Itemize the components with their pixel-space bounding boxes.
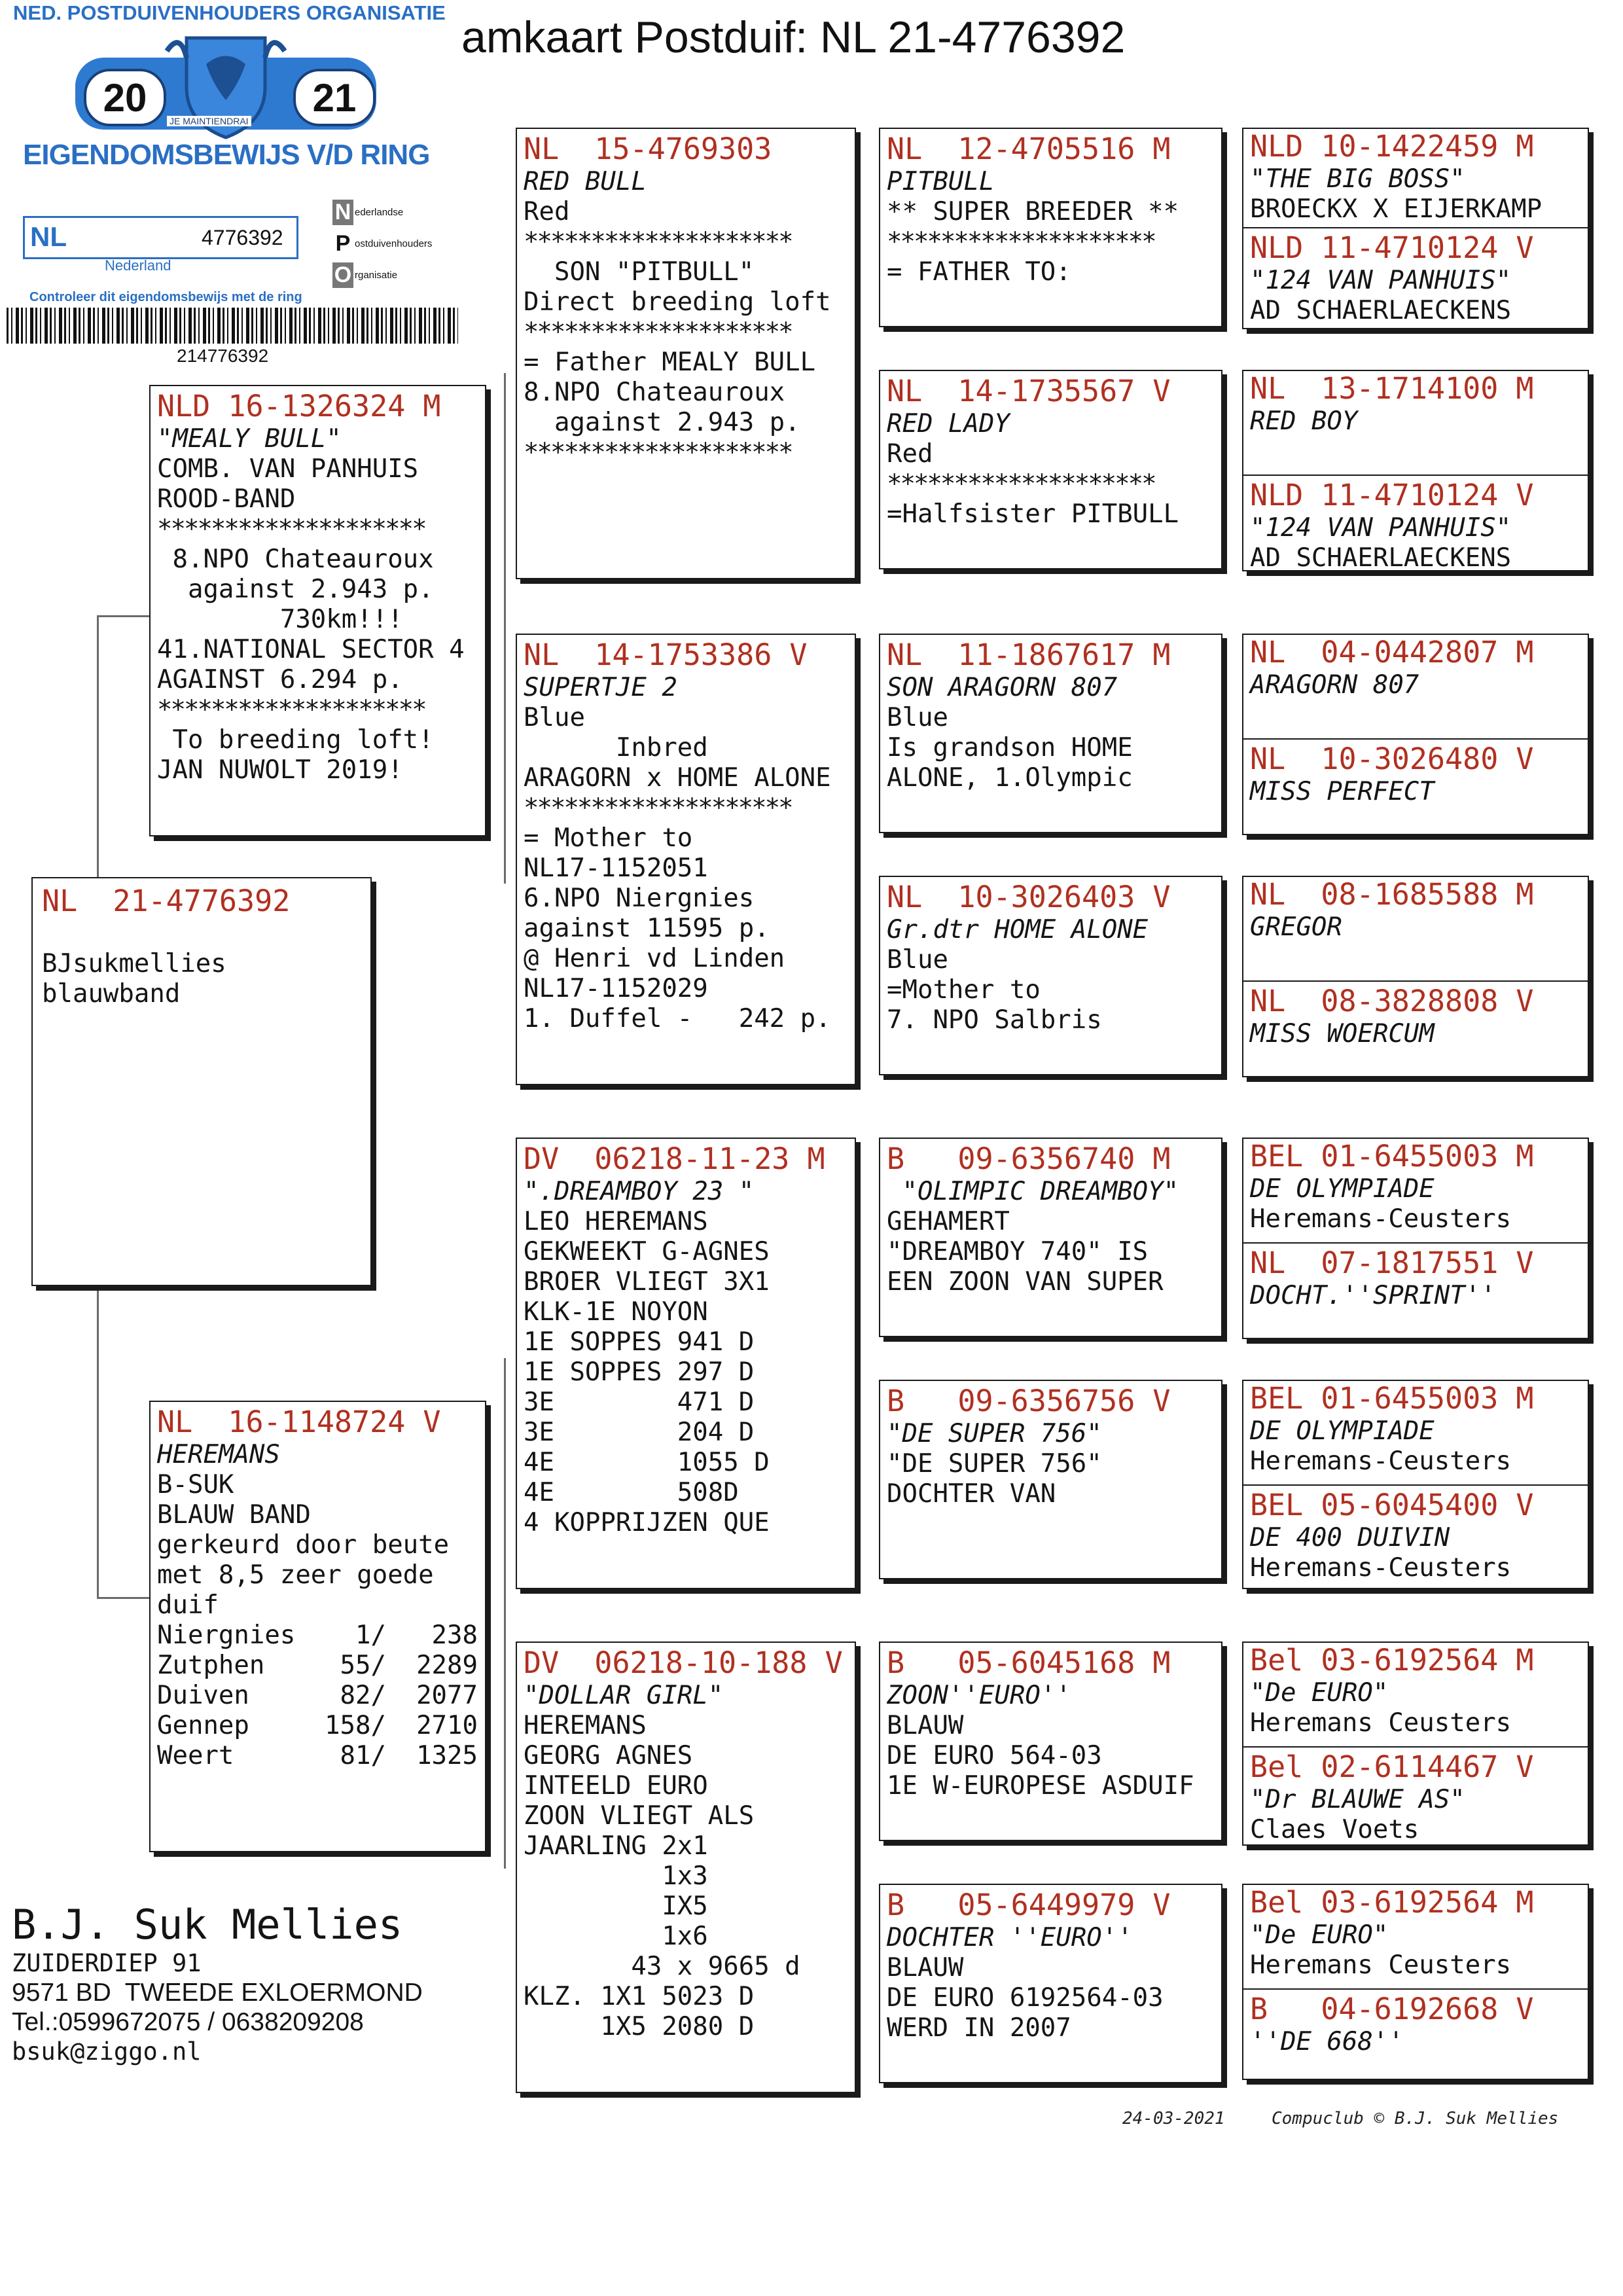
bracket-father-v <box>504 373 506 884</box>
father-line-1: "MEALY BULL" <box>157 424 342 454</box>
gen4-ring: NLD 11-4710124 V <box>1250 478 1534 512</box>
gen4-line: "THE BIG BOSS" <box>1250 164 1465 194</box>
mff-line-1: "OLIMPIC DREAMBOY" <box>887 1177 1179 1206</box>
gen4-line: DE 400 DUIVIN <box>1250 1523 1450 1552</box>
mfm-ring: B 09-6356756 V <box>887 1384 1171 1418</box>
result-rank: 1/ <box>355 1621 386 1650</box>
result-rank: 82/ <box>340 1681 386 1710</box>
fmm-line-3: Blue <box>887 945 948 975</box>
gen4-line: ARAGORN 807 <box>1250 670 1419 700</box>
pair-divider <box>1243 227 1588 228</box>
ring-country: NL <box>30 221 67 252</box>
gen4-line: AD SCHAERLAECKENS <box>1250 296 1512 325</box>
fm-line-4: Inbred <box>524 733 708 762</box>
fmm-line-4: =Mother to <box>887 975 1041 1005</box>
mf-line-13: 4 KOPPRIJZEN QUE <box>524 1508 770 1537</box>
control-note: Controleer dit eigendomsbewijs met de ring <box>29 290 302 304</box>
mmm-line-4: DE EURO 6192564-03 <box>887 1983 1164 2013</box>
gen4-ring: NL 04-0442807 M <box>1250 635 1534 670</box>
ff-line-3: Red <box>524 197 570 226</box>
bracket-father-h <box>97 615 149 617</box>
mm-line-7: 1x3 <box>524 1861 708 1891</box>
mmf-line-4: DE EURO 564-03 <box>887 1741 1102 1770</box>
ff-line-1: RED BULL <box>524 167 647 196</box>
gen4-bottom <box>1250 230 1533 326</box>
pair-divider <box>1243 1988 1588 1990</box>
fm-line-10: against 11595 p. <box>524 914 770 943</box>
gen4-top <box>1250 635 1533 700</box>
npo-word-p: ostduivenhouders <box>355 238 433 249</box>
subject-ring: NL 21-4776392 <box>42 884 291 918</box>
gen4-ring: NL 10-3026480 V <box>1250 742 1534 776</box>
pedigree-pair-ffm <box>1242 370 1589 571</box>
father-line-8: 41.NATIONAL SECTOR 4 <box>157 635 465 664</box>
gen4-ring: NL 08-1685588 M <box>1250 877 1534 912</box>
ff-line-8: = Father MEALY BULL <box>524 348 816 377</box>
mf-line-9: 3E 471 D <box>524 1388 755 1417</box>
fm-line-8: NL17-1152051 <box>524 853 708 883</box>
mf-line-10: 3E 204 D <box>524 1418 755 1447</box>
pedigree-card-mfm <box>879 1380 1222 1579</box>
npo-word-o: rganisatie <box>355 269 398 281</box>
barcode-number: 214776392 <box>177 346 269 366</box>
mf-line-8: 1E SOPPES 297 D <box>524 1357 755 1387</box>
gen4-ring: NL 07-1817551 V <box>1250 1246 1534 1280</box>
gen4-top <box>1250 129 1542 224</box>
mf-ring: DV 06218-11-23 M <box>524 1141 825 1176</box>
mf-line-1: ".DREAMBOY 23 " <box>524 1177 755 1206</box>
pedigree-card-mmf <box>879 1641 1222 1841</box>
ffm-line-5: =Halfsister PITBULL <box>887 499 1179 529</box>
fm-line-12: NL17-1152029 <box>524 974 708 1003</box>
year-left: 20 <box>103 75 147 120</box>
pedigree-pair-fmf <box>1242 634 1589 835</box>
mmm-ring: B 05-6449979 V <box>887 1888 1171 1922</box>
owner-city: 9571 BD TWEEDE EXLOERMOND <box>12 1979 423 2007</box>
mm-line-8: IX5 <box>524 1892 708 1921</box>
pedigree-card-mff <box>879 1138 1222 1337</box>
fff-line-4: ******************** <box>887 227 1155 257</box>
ring-number-field <box>23 216 298 259</box>
mmf-ring: B 05-6045168 M <box>887 1645 1171 1680</box>
gen4-ring: BEL 01-6455003 M <box>1250 1381 1534 1416</box>
mm-line-6: JAARLING 2x1 <box>524 1831 708 1861</box>
subject-line-1: BJsukmellies <box>42 949 226 978</box>
mf-line-4: GEKWEEKT G-AGNES <box>524 1237 770 1266</box>
ff-ring: NL 15-4769303 <box>524 132 772 166</box>
mother-line-2: B-SUK <box>157 1470 234 1499</box>
fm-line-3: Blue <box>524 703 585 732</box>
ff-line-6: Direct breeding loft <box>524 287 831 317</box>
gen4-bottom <box>1250 1246 1533 1311</box>
pedigree-card-fm <box>516 634 856 1085</box>
fm-ring: NL 14-1753386 V <box>524 637 808 672</box>
ring-ownership-card <box>0 0 461 370</box>
footer-date: 24-03-2021 <box>1122 2109 1225 2128</box>
gen4-line: MISS WOERCUM <box>1250 1019 1435 1049</box>
gen4-line: Heremans Ceusters <box>1250 1950 1512 1980</box>
card-heading: EIGENDOMSBEWIJS V/D RING <box>23 139 430 171</box>
fff-line-1: PITBULL <box>887 167 995 196</box>
gen4-ring: NLD 10-1422459 M <box>1250 129 1534 164</box>
result-birds: 238 <box>431 1621 478 1650</box>
fmf-line-1: SON ARAGORN 807 <box>887 673 1118 702</box>
gen4-bottom <box>1250 478 1533 573</box>
npo-letter-p: P <box>335 230 351 256</box>
pair-divider <box>1243 1746 1588 1748</box>
gen4-top <box>1250 877 1533 942</box>
pair-divider <box>1243 1484 1588 1486</box>
father-card <box>149 385 486 836</box>
mm-line-1: "DOLLAR GIRL" <box>524 1681 724 1710</box>
fm-line-11: @ Henri vd Linden <box>524 944 785 973</box>
org-name: NED. POSTDUIVENHOUDERS ORGANISATIE <box>13 1 446 24</box>
owner-block <box>12 1901 423 2066</box>
gen4-bottom <box>1250 1992 1533 2057</box>
father-line-9: AGAINST 6.294 p. <box>157 665 403 694</box>
mf-line-5: BROER VLIEGT 3X1 <box>524 1267 770 1297</box>
pedigree-card-fff <box>879 128 1222 327</box>
fm-line-7: = Mother to <box>524 823 693 853</box>
ffm-line-4: ******************** <box>887 469 1155 499</box>
mff-ring: B 09-6356740 M <box>887 1141 1171 1176</box>
mfm-line-1: "DE SUPER 756" <box>887 1419 1102 1448</box>
pair-divider <box>1243 475 1588 476</box>
npo-letter-n: N <box>332 200 353 225</box>
gen4-line: "De EURO" <box>1250 1920 1389 1950</box>
fff-line-5: = FATHER TO: <box>887 257 1071 287</box>
npo-word-n: ederlandse <box>355 206 404 218</box>
gen4-line: Heremans-Ceusters <box>1250 1553 1512 1583</box>
mm-line-9: 1x6 <box>524 1922 708 1951</box>
gen4-line: RED BOY <box>1250 406 1358 436</box>
gen4-line: Heremans-Ceusters <box>1250 1446 1512 1476</box>
fmf-line-4: Is grandson HOME <box>887 733 1133 762</box>
gen4-top <box>1250 1139 1533 1234</box>
pedigree-card-mm <box>516 1641 856 2093</box>
fm-line-6: ******************** <box>524 793 792 823</box>
mff-line-3: GEHAMERT <box>887 1207 1010 1236</box>
ring-number: 4776392 <box>202 226 283 249</box>
gen4-line: Heremans-Ceusters <box>1250 1204 1512 1234</box>
pair-divider <box>1243 738 1588 740</box>
mmf-line-3: BLAUW <box>887 1711 964 1740</box>
gen4-top <box>1250 1381 1533 1477</box>
gen4-line: ''DE 668'' <box>1250 2027 1404 2056</box>
gen4-top <box>1250 1643 1533 1738</box>
fmm-ring: NL 10-3026403 V <box>887 880 1171 914</box>
page-title: amkaart Postduif: NL 21-4776392 <box>461 12 1126 62</box>
father-line-5: 8.NPO Chateauroux <box>157 545 434 574</box>
mmf-line-5: 1E W-EUROPESE ASDUIF <box>887 1771 1194 1801</box>
mm-line-12: 1X5 2080 D <box>524 2012 755 2041</box>
fmm-line-1: Gr.dtr HOME ALONE <box>887 915 1149 944</box>
gen4-ring: BEL 01-6455003 M <box>1250 1139 1534 1174</box>
fmm-line-5: 7. NPO Salbris <box>887 1005 1102 1035</box>
mmm-line-3: BLAUW <box>887 1953 964 1982</box>
pair-divider <box>1243 1242 1588 1244</box>
pedigree-card-fmf <box>879 634 1222 833</box>
result-rank: 55/ <box>340 1651 386 1680</box>
bracket-mother-h <box>97 1597 149 1599</box>
mmf-line-1: ZOON''EURO'' <box>887 1681 1071 1710</box>
mf-line-7: 1E SOPPES 941 D <box>524 1327 755 1357</box>
father-line-12: JAN NUWOLT 2019! <box>157 755 403 785</box>
subject-card <box>31 877 372 1286</box>
ff-line-11: ******************** <box>524 438 792 467</box>
father-line-7: 730km!!! <box>157 605 403 634</box>
owner-address: ZUIDERDIEP 91 <box>12 1949 202 1977</box>
npo-logo <box>332 196 460 291</box>
mf-line-3: LEO HEREMANS <box>524 1207 708 1236</box>
subject-spacer <box>42 919 361 949</box>
gen4-line: Heremans Ceusters <box>1250 1708 1512 1738</box>
father-line-11: To breeding loft! <box>157 725 434 755</box>
result-birds: 2289 <box>416 1651 478 1680</box>
result-place: Duiven <box>157 1681 249 1710</box>
father-line-3: ROOD-BAND <box>157 484 296 514</box>
result-birds: 2710 <box>416 1711 478 1740</box>
mother-ring: NL 16-1148724 V <box>157 1405 441 1439</box>
owner-email: bsuk@ziggo.nl <box>12 2037 202 2066</box>
mf-line-11: 4E 1055 D <box>524 1448 770 1477</box>
fmf-ring: NL 11-1867617 M <box>887 637 1171 672</box>
mother-results <box>157 1621 478 1771</box>
owner-name: B.J. Suk Mellies <box>12 1901 403 1948</box>
father-line-10: ******************** <box>157 695 425 725</box>
country-name: Nederland <box>105 257 171 274</box>
pair-divider <box>1243 980 1588 982</box>
father-line-4: ******************** <box>157 514 425 544</box>
barcode <box>7 308 458 344</box>
pedigree-card-ffm <box>879 370 1222 569</box>
pedigree-card-ff <box>516 128 856 579</box>
gen4-line: DE OLYMPIADE <box>1250 1416 1435 1446</box>
gen4-line: "Dr BLAUWE AS" <box>1250 1785 1465 1814</box>
gen4-bottom <box>1250 1749 1533 1845</box>
mother-line-5: gerkeurd door beute <box>157 1530 450 1560</box>
mm-line-2: HEREMANS <box>524 1711 647 1740</box>
result-place: Weert <box>157 1741 234 1770</box>
mmm-line-1: DOCHTER ''EURO'' <box>887 1923 1133 1952</box>
mf-line-12: 4E 508D <box>524 1478 739 1507</box>
gen4-line: "124 VAN PANHUIS" <box>1250 266 1512 295</box>
mm-ring: DV 06218-10-188 V <box>524 1645 843 1680</box>
fm-line-13: 1. Duffel - 242 p. <box>524 1004 831 1033</box>
mm-line-11: KLZ. 1X1 5023 D <box>524 1982 755 2011</box>
pedigree-card-mmm <box>879 1884 1222 2083</box>
owner-phone: Tel.:0599672075 / 0638209208 <box>12 2008 364 2036</box>
gen4-ring: Bel 02-6114467 V <box>1250 1749 1534 1784</box>
gen4-ring: NLD 11-4710124 V <box>1250 230 1534 265</box>
gen4-ring: B 04-6192668 V <box>1250 1992 1534 2026</box>
footer-credit: Compuclub © B.J. Suk Mellies <box>1272 2109 1559 2128</box>
ffm-ring: NL 14-1735567 V <box>887 374 1171 408</box>
pedigree-card-mf <box>516 1138 856 1589</box>
mother-line-6: met 8,5 zeer goede <box>157 1560 434 1590</box>
mm-line-5: ZOON VLIEGT ALS <box>524 1801 755 1831</box>
gen4-line: Claes Voets <box>1250 1815 1419 1844</box>
ff-line-9: 8.NPO Chateauroux <box>524 378 785 407</box>
gen4-line: "De EURO" <box>1250 1678 1389 1708</box>
father-ring: NLD 16-1326324 M <box>157 389 441 423</box>
gen4-bottom <box>1250 742 1533 807</box>
ffm-line-1: RED LADY <box>887 409 1010 439</box>
pedigree-pair-mfm <box>1242 1380 1589 1589</box>
year-left-badge <box>84 69 166 126</box>
gen4-line: BROECKX X EIJERKAMP <box>1250 194 1543 224</box>
result-rank: 158/ <box>325 1711 386 1740</box>
gen4-line: AD SCHAERLAECKENS <box>1250 543 1512 573</box>
maintien-label: JE MAINTIENDRAI <box>167 116 251 126</box>
gen4-line: DE OLYMPIADE <box>1250 1174 1435 1204</box>
fmf-line-3: Blue <box>887 703 948 732</box>
fff-ring: NL 12-4705516 M <box>887 132 1171 166</box>
mother-line-3: BLAUW BAND <box>157 1500 311 1530</box>
gen4-ring: NL 13-1714100 M <box>1250 371 1534 406</box>
mother-card <box>149 1401 486 1852</box>
mother-line-7: duif <box>157 1590 219 1620</box>
gen4-bottom <box>1250 1488 1533 1583</box>
pedigree-pair-mmf <box>1242 1641 1589 1846</box>
pedigree-pair-mmm <box>1242 1884 1589 2080</box>
ff-line-5: SON "PITBULL" <box>524 257 755 287</box>
fm-line-9: 6.NPO Niergnies <box>524 884 755 913</box>
gen4-line: MISS PERFECT <box>1250 777 1435 806</box>
gen4-line: GREGOR <box>1250 912 1342 942</box>
bracket-mother-v <box>504 1358 506 1869</box>
gen4-ring: Bel 03-6192564 M <box>1250 1643 1534 1677</box>
mm-line-4: INTEELD EURO <box>524 1771 708 1801</box>
ff-line-10: against 2.943 p. <box>524 408 800 437</box>
ff-line-7: ******************** <box>524 317 792 347</box>
gen4-ring: Bel 03-6192564 M <box>1250 1885 1534 1920</box>
gen4-top <box>1250 371 1533 437</box>
gen4-top <box>1250 1885 1533 1981</box>
fm-line-5: ARAGORN x HOME ALONE <box>524 763 831 793</box>
gen4-line: "124 VAN PANHUIS" <box>1250 513 1512 543</box>
year-right-badge <box>293 69 376 126</box>
result-place: Niergnies <box>157 1621 296 1650</box>
mother-line-1: HEREMANS <box>157 1440 280 1469</box>
pedigree-pair-fff <box>1242 128 1589 329</box>
result-place: Gennep <box>157 1711 249 1740</box>
mfm-line-4: "DE SUPER 756" <box>887 1449 1102 1479</box>
mm-line-3: GEORG AGNES <box>524 1741 693 1770</box>
result-place: Zutphen <box>157 1651 265 1680</box>
gen4-ring: BEL 05-6045400 V <box>1250 1488 1534 1522</box>
fff-line-3: ** SUPER BREEDER ** <box>887 197 1179 226</box>
year-right: 21 <box>312 75 357 120</box>
result-rank: 81/ <box>340 1741 386 1770</box>
father-line-2: COMB. VAN PANHUIS <box>157 454 419 484</box>
result-birds: 1325 <box>416 1741 478 1770</box>
fm-line-1: SUPERTJE 2 <box>524 673 677 702</box>
mfm-line-5: DOCHTER VAN <box>887 1479 1056 1509</box>
pedigree-pair-mff <box>1242 1138 1589 1339</box>
result-birds: 2077 <box>416 1681 478 1710</box>
ff-line-4: ******************** <box>524 227 792 257</box>
fmf-line-5: ALONE, 1.Olympic <box>887 763 1133 793</box>
mmm-line-5: WERD IN 2007 <box>887 2013 1071 2043</box>
gen4-ring: NL 08-3828808 V <box>1250 984 1534 1018</box>
gen4-line: DOCHT.''SPRINT'' <box>1250 1281 1496 1310</box>
mf-line-6: KLK-1E NOYON <box>524 1297 708 1327</box>
subject-line-2: blauwband <box>42 979 181 1009</box>
npo-letter-o: O <box>332 262 353 288</box>
gen4-bottom <box>1250 984 1533 1049</box>
mff-line-5: EEN ZOON VAN SUPER <box>887 1267 1164 1297</box>
pedigree-card-fmm <box>879 876 1222 1075</box>
mff-line-4: "DREAMBOY 740" IS <box>887 1237 1149 1266</box>
ffm-line-3: Red <box>887 439 933 469</box>
mm-line-10: 43 x 9665 d <box>524 1952 800 1981</box>
father-line-6: against 2.943 p. <box>157 575 434 604</box>
pedigree-pair-fmm <box>1242 876 1589 1077</box>
